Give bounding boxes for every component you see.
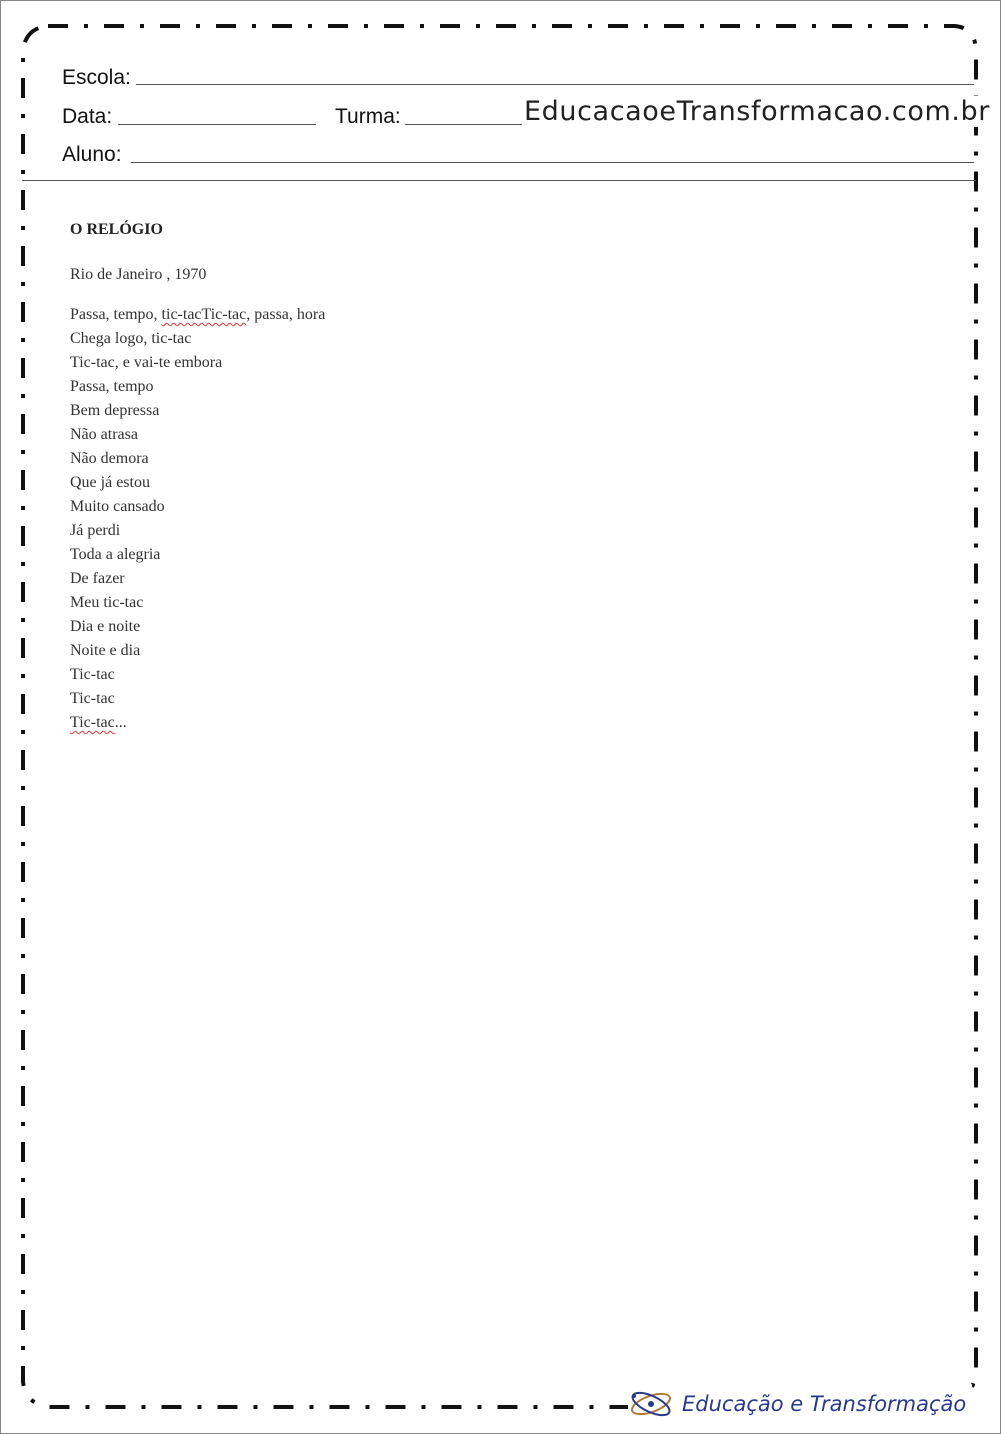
poem-verse-text: Dia e noite <box>70 618 141 635</box>
poem-title: O RELÓGIO <box>70 221 163 238</box>
poem-block <box>70 218 325 735</box>
poem-verse-text: Tic-tac, e vai-te embora <box>70 354 223 371</box>
header-divider <box>22 180 976 181</box>
class-label: Turma: <box>335 105 401 128</box>
poem-verse <box>70 567 325 591</box>
poem-verse <box>70 495 325 519</box>
spellcheck-mark: Tic-tac <box>70 714 115 731</box>
poem-verse-text: Muito cansado <box>70 498 165 515</box>
date-line[interactable] <box>118 124 316 125</box>
poem-verse-text: Já perdi <box>70 522 121 539</box>
poem-verse-text: Não demora <box>70 450 149 467</box>
poem-verse <box>70 615 325 639</box>
school-line[interactable] <box>136 84 974 85</box>
poem-verse-text: Bem depressa <box>70 402 160 419</box>
poem-verse <box>70 639 325 663</box>
student-line[interactable] <box>131 162 974 163</box>
poem-verse-text: De fazer <box>70 570 125 587</box>
poem-verse-text: Tic-tac <box>70 690 115 707</box>
poem-verse <box>70 399 325 423</box>
website-watermark: EducacaoeTransformacao.com.br <box>524 96 990 127</box>
school-field <box>62 66 131 90</box>
poem-verses <box>70 303 325 735</box>
poem-verse <box>70 423 325 447</box>
poem-verse <box>70 327 325 351</box>
poem-verse <box>70 351 325 375</box>
brand-name: Educação e Transformação <box>682 1392 967 1416</box>
atom-orbit-icon <box>628 1386 674 1422</box>
poem-verse-text: Tic-tac <box>70 666 115 683</box>
school-label: Escola: <box>62 66 131 89</box>
poem-verse-text: Chega logo, tic-tac <box>70 330 192 347</box>
poem-verse <box>70 663 325 687</box>
poem-verse <box>70 519 325 543</box>
poem-verse <box>70 687 325 711</box>
brand-logo <box>628 1384 972 1424</box>
student-label: Aluno: <box>62 143 122 166</box>
poem-verse-text: Passa, tempo, tic-tacTic-tac, passa, hora <box>70 306 326 323</box>
poem-verse-text: Não atrasa <box>70 426 138 443</box>
poem-verse <box>70 303 325 327</box>
poem-verse-text: Toda a alegria <box>70 546 161 563</box>
poem-verse <box>70 471 325 495</box>
student-field <box>62 143 122 167</box>
poem-place-date: Rio de Janeiro , 1970 <box>70 266 207 283</box>
class-field <box>335 105 401 129</box>
poem-verse <box>70 591 325 615</box>
poem-verse-text: Que já estou <box>70 474 150 491</box>
spellcheck-mark: tic-tacTic-tac <box>161 306 247 323</box>
poem-verse-text: Tic-tac... <box>70 714 127 731</box>
poem-verse-text: Meu tic-tac <box>70 594 144 611</box>
date-field <box>62 105 112 129</box>
poem-verse-text: Noite e dia <box>70 642 141 659</box>
poem-verse <box>70 447 325 471</box>
poem-verse <box>70 711 325 735</box>
poem-verse <box>70 375 325 399</box>
poem-verse <box>70 543 325 567</box>
date-label: Data: <box>62 105 113 128</box>
poem-verse-text: Passa, tempo <box>70 378 154 395</box>
